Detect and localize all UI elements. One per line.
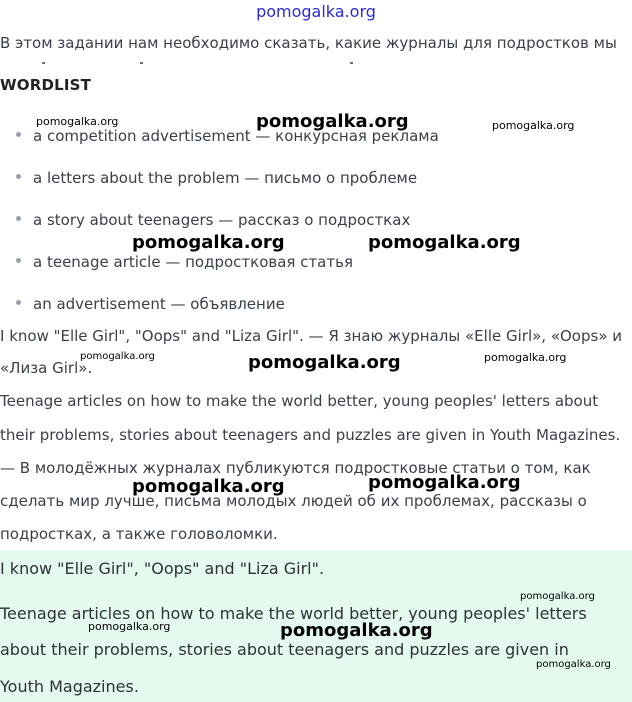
- answer-line: Teenage articles on how to make the world better, young peoples' letters: [0, 604, 587, 623]
- bullet-icon: [16, 174, 21, 179]
- intro-text: В этом задании нам необходимо сказать, какие журналы для подростков мы: [0, 34, 617, 52]
- translation-line: their problems, stories about teenagers and puzzles are given in Youth Magazines.: [0, 426, 621, 444]
- translation-line: сделать мир лучше, письма молодых людей об их проблемах, рассказы о: [0, 492, 587, 510]
- watermark: pomogalka.org: [280, 620, 433, 641]
- site-logo[interactable]: pomogalka.org: [256, 2, 376, 21]
- wordlist-item: a story about teenagers — рассказ о подростках: [16, 211, 410, 229]
- watermark: pomogalka.org: [248, 352, 401, 373]
- watermark: pomogalka.org: [36, 115, 119, 128]
- watermark: pomogalka.org: [520, 591, 595, 602]
- answer-line: about their problems, stories about teenagers and puzzles are given in: [0, 640, 569, 659]
- translation-line: Teenage articles on how to make the world better, young peoples' letters about: [0, 392, 599, 410]
- watermark: pomogalka.org: [484, 351, 567, 364]
- watermark: pomogalka.org: [492, 119, 575, 132]
- watermark: pomogalka.org: [368, 472, 521, 493]
- wordlist-item: a letters about the problem — письмо о проблеме: [16, 169, 417, 187]
- cut-divider: [0, 55, 632, 67]
- answer-line: I know "Elle Girl", "Oops" and "Liza Girl".: [0, 559, 325, 578]
- translation-line: I know "Elle Girl", "Oops" and "Liza Girl". — Я знаю журналы «Elle Girl», «Oops» и: [0, 327, 623, 345]
- watermark: pomogalka.org: [88, 620, 171, 633]
- watermark: pomogalka.org: [132, 476, 285, 497]
- wordlist-item: a competition advertisement — конкурсная реклама: [16, 127, 439, 145]
- bullet-icon: [16, 300, 21, 305]
- watermark: pomogalka.org: [368, 232, 521, 253]
- watermark: pomogalka.org: [536, 659, 611, 670]
- wordlist-item: an advertisement — объявление: [16, 295, 285, 313]
- bullet-icon: [16, 258, 21, 263]
- watermark: pomogalka.org: [256, 111, 409, 132]
- wordlist-item: a teenage article — подростковая статья: [16, 253, 353, 271]
- translation-line: подростках, а также головоломки.: [0, 525, 278, 543]
- watermark: pomogalka.org: [132, 232, 285, 253]
- answer-line: Youth Magazines.: [0, 677, 139, 696]
- translation-line: «Лиза Girl».: [0, 359, 93, 377]
- translation-line: — В молодёжных журналах публикуются подростковые статьи о том, как: [0, 459, 591, 477]
- wordlist-title: WORDLIST: [0, 76, 92, 94]
- watermark: pomogalka.org: [80, 351, 155, 362]
- bullet-icon: [16, 132, 21, 137]
- bullet-icon: [16, 216, 21, 221]
